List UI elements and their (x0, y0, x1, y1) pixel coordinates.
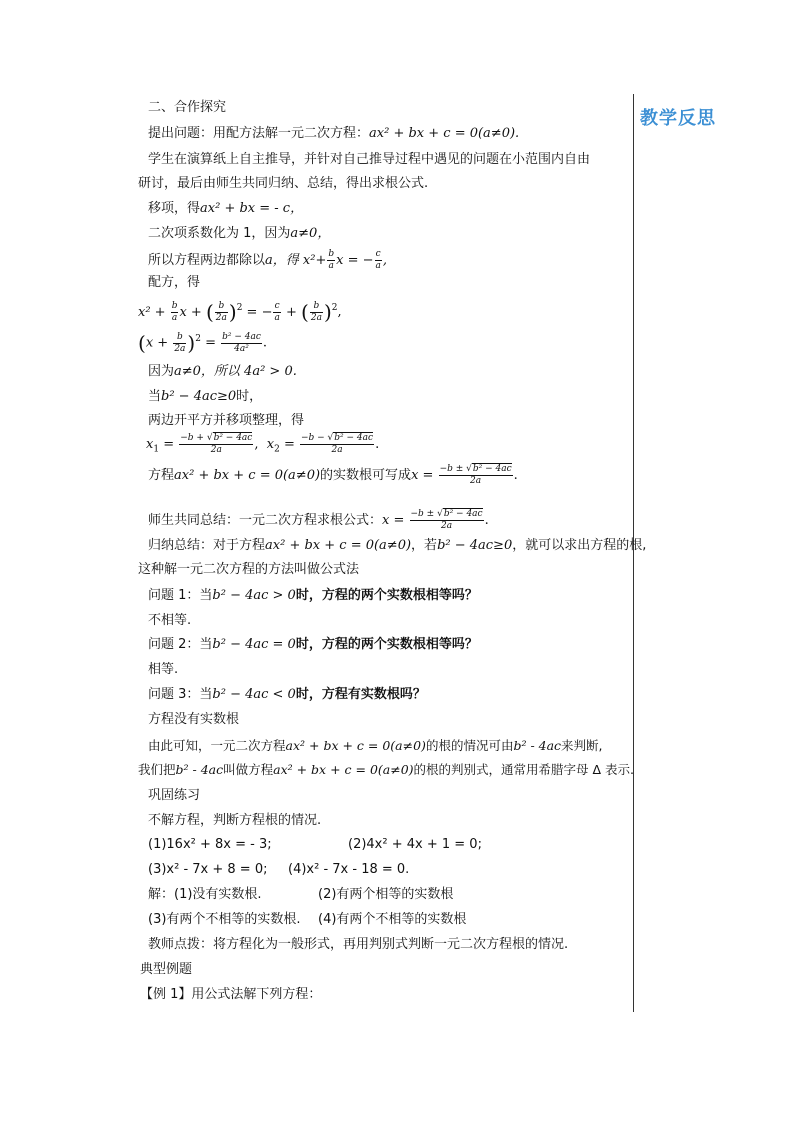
complete-line: 配方，得 (148, 275, 201, 290)
question-3: 问题 3：当b² − 4ac < 0时，方程有实数根吗？ (148, 687, 426, 702)
solution-2: (2)有两个相等的实数根 (318, 887, 454, 902)
summary-line: 师生共同总结：一元二次方程求根公式：x = $\frac{\text{−b ± √b² − 4ac}}{2a}$ . (148, 509, 489, 531)
answer-1: 不相等. (148, 613, 192, 628)
solution-4: (4)有两个不相等的实数根 (318, 912, 467, 927)
thus-line-2: 我们把b² - 4ac叫做方程ax² + bx + c = 0(a≠0)的根的判别式，通常用希腊字母 Δ 表示. (138, 762, 635, 777)
teaching-reflection-heading: 教学反思 (640, 108, 716, 129)
section-title: 二、合作探究 (148, 100, 227, 115)
example-1-heading: 【例 1】用公式法解下列方程： (140, 987, 322, 1002)
answer-2: 相等. (148, 662, 179, 677)
desc-line-1: 学生在演算纸上自主推导，并针对自己推导过程中遇见的问题在小范围内自由 (148, 152, 591, 167)
when-line: 当b² − 4ac≥0时， (148, 389, 263, 404)
solution-3: (3)有两个不相等的实数根. (148, 912, 301, 927)
complete-formula-1: x² + $\frac{b}{a}$ x + ( $\frac{b}{2a}$ )$^2$ = − $\frac{c}{a}$ + ( $\frac{b}{2a}$ )$^2$, (138, 300, 342, 324)
move-line: 移项，得ax² + bx = - c， (148, 201, 304, 216)
roots-formula: $x_1$ = $\frac{\text{−b + √b² − 4ac}}{2a}$ , $x_2$ = $\frac{\text{−b − √b² − 4ac}}{2a}$ . (146, 433, 380, 455)
practice-title: 巩固练习 (148, 788, 201, 803)
divide-formula: x²+ $\frac{b}{a}$ x = − $\frac{c}{a}$ , (302, 249, 388, 271)
exercise-2: (2)4x² + 4x + 1 = 0; (348, 837, 482, 852)
problem-line: 提出问题：用配方法解一元二次方程：ax² + bx + c = 0(a≠0). (148, 126, 520, 141)
coef-line: 二次项系数化为 1，因为a≠0， (148, 226, 331, 241)
conclude-line: 归纳总结：对于方程ax² + bx + c = 0(a≠0)，若b² − 4ac≥0，就可以求出方程的根, (148, 538, 647, 553)
divide-line: 所以方程两边都除以a，得 x²+ $\frac{b}{a}$ x = − $\frac{c}{a}$ , (148, 249, 388, 271)
example-section-title: 典型例题 (140, 962, 193, 977)
thus-line-1: 由此可知，一元二次方程ax² + bx + c = 0(a≠0)的根的情况可由b² - 4ac来判断, (148, 738, 603, 753)
complete-formula-2: (x + $\frac{b}{2a}$ )$^2$ = $\frac{\text{b² − 4ac}}{\text{4a²}}$ . (138, 331, 268, 355)
question-1: 问题 1：当b² − 4ac > 0时，方程的两个实数根相等吗？ (148, 588, 478, 603)
question-2: 问题 2：当b² − 4ac = 0时，方程的两个实数根相等吗？ (148, 637, 478, 652)
solution-1: 解：(1)没有实数根. (148, 887, 262, 902)
exercise-1: (1)16x² + 8x = - 3; (148, 837, 272, 852)
teacher-tip: 教师点拨：将方程化为一般形式，再用判别式判断一元二次方程根的情况. (148, 937, 569, 952)
exercise-4: (4)x² - 7x - 18 = 0. (288, 862, 410, 877)
because-line: 因为a≠0，所以 4a² > 0. (148, 364, 297, 379)
sqrt-line: 两边开平方并移项整理，得 (148, 413, 305, 428)
exercise-3: (3)x² - 7x + 8 = 0; (148, 862, 268, 877)
formula-method-line: 这种解一元二次方程的方法叫做公式法 (138, 562, 360, 577)
roots-general-line: 方程ax² + bx + c = 0(a≠0)的实数根可写成x = $\frac{\text{−b ± √b² − 4ac}}{2a}$ . (148, 464, 518, 486)
answer-3: 方程没有实数根 (148, 712, 240, 727)
desc-line-2: 研讨，最后由师生共同归纳、总结，得出求根公式. (138, 176, 429, 191)
practice-desc: 不解方程，判断方程根的情况. (148, 813, 322, 828)
